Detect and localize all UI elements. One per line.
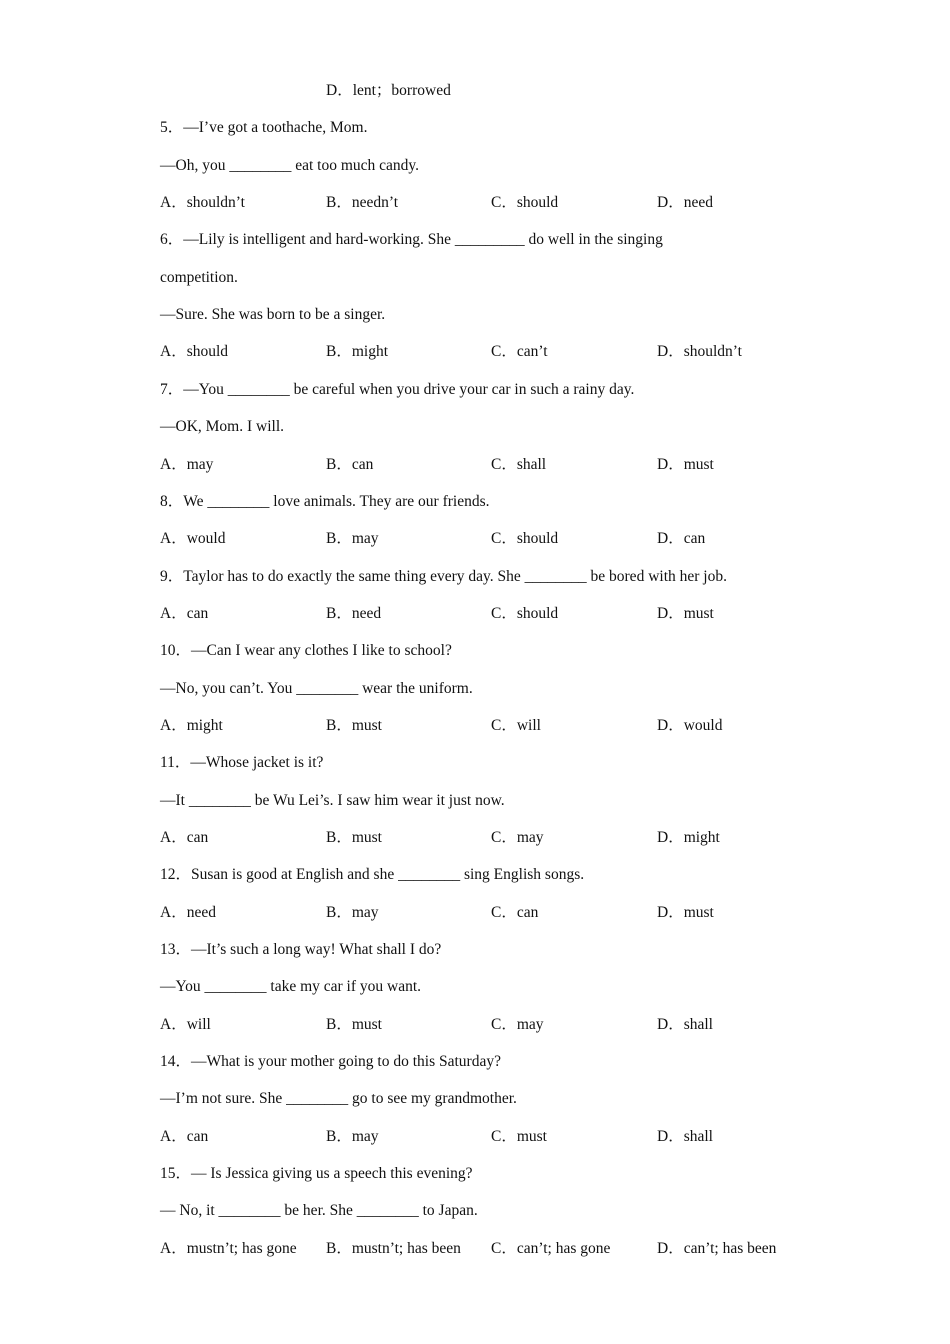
option-a: A．will xyxy=(160,1016,211,1033)
option-d: D．must xyxy=(657,904,714,921)
question-line: — No, it ________ be her. She ________ to Japan. xyxy=(160,1202,478,1219)
question-stem: 6．—Lily is intelligent and hard-working. She _________ do well in the singing xyxy=(160,231,663,248)
option-a: A．should xyxy=(160,343,229,360)
options-row xyxy=(160,193,800,213)
option-b: B．might xyxy=(326,343,389,360)
option-b: B．needn’t xyxy=(326,194,399,211)
question-line: —No, you can’t. You ________ wear the uniform. xyxy=(160,680,473,697)
question-line: —It ________ be Wu Lei’s. I saw him wear it just now. xyxy=(160,792,505,809)
question-stem: 5．—I’ve got a toothache, Mom. xyxy=(160,119,368,136)
question-line: —OK, Mom. I will. xyxy=(160,418,284,435)
option-c: C．can xyxy=(491,904,539,921)
option-d: D．shall xyxy=(657,1128,713,1145)
option-c: C．can’t; has gone xyxy=(491,1240,611,1257)
option-c: C．shall xyxy=(491,456,547,473)
option-d: D．shall xyxy=(657,1016,713,1033)
option-c: C．can’t xyxy=(491,343,548,360)
option-d: D．must xyxy=(657,605,714,622)
question-stem: 14．—What is your mother going to do this Saturday? xyxy=(160,1053,501,1070)
option-b: B．need xyxy=(326,605,382,622)
option-c: C．must xyxy=(491,1128,547,1145)
question-stem: 12．Susan is good at English and she ________ sing English songs. xyxy=(160,866,585,883)
option-d: D．can xyxy=(657,530,706,547)
option-d: D．shouldn’t xyxy=(657,343,742,360)
option-d: D．might xyxy=(657,829,720,846)
options-row xyxy=(160,716,800,736)
options-row xyxy=(160,1015,800,1035)
option-a: A．need xyxy=(160,904,216,921)
question-stem: 9．Taylor has to do exactly the same thing every day. She ________ be bored with her job. xyxy=(160,568,727,585)
option-b: B．must xyxy=(326,829,382,846)
option-c: C．should xyxy=(491,194,559,211)
options-row xyxy=(160,1239,800,1259)
options-row xyxy=(160,903,800,923)
option-a: A．can xyxy=(160,1128,209,1145)
option-a: A．can xyxy=(160,829,209,846)
option-c: C．should xyxy=(491,530,559,547)
option-a: A．can xyxy=(160,605,209,622)
question-line: competition. xyxy=(160,269,238,286)
question-line: —Sure. She was born to be a singer. xyxy=(160,306,386,323)
option-d: D．would xyxy=(657,717,723,734)
options-row xyxy=(160,342,800,362)
option-b: B．must xyxy=(326,1016,382,1033)
options-row xyxy=(160,455,800,475)
carryover-option-d: D．lent；borrowed xyxy=(326,82,451,99)
option-b: B．can xyxy=(326,456,374,473)
question-stem: 7．—You ________ be careful when you drive your car in such a rainy day. xyxy=(160,381,635,398)
question-stem: 11．—Whose jacket is it? xyxy=(160,754,324,771)
question-stem: 15．— Is Jessica giving us a speech this evening? xyxy=(160,1165,473,1182)
option-a: A．may xyxy=(160,456,214,473)
option-c: C．should xyxy=(491,605,559,622)
option-b: B．mustn’t; has been xyxy=(326,1240,461,1257)
option-a: A．mustn’t; has gone xyxy=(160,1240,297,1257)
question-line: —You ________ take my car if you want. xyxy=(160,978,422,995)
option-b: B．must xyxy=(326,717,382,734)
option-d: D．can’t; has been xyxy=(657,1240,777,1257)
option-d: D．need xyxy=(657,194,713,211)
question-stem: 8．We ________ love animals. They are our friends. xyxy=(160,493,490,510)
option-c: C．will xyxy=(491,717,541,734)
options-row xyxy=(160,828,800,848)
option-a: A．might xyxy=(160,717,223,734)
question-line: —I’m not sure. She ________ go to see my grandmother. xyxy=(160,1090,517,1107)
question-stem: 10．—Can I wear any clothes I like to school? xyxy=(160,642,452,659)
option-a: A．shouldn’t xyxy=(160,194,245,211)
option-d: D．must xyxy=(657,456,714,473)
question-stem: 13．—It’s such a long way! What shall I do? xyxy=(160,941,442,958)
option-b: B．may xyxy=(326,530,379,547)
option-c: C．may xyxy=(491,1016,544,1033)
options-row xyxy=(160,529,800,549)
option-b: B．may xyxy=(326,904,379,921)
option-a: A．would xyxy=(160,530,226,547)
question-line: —Oh, you ________ eat too much candy. xyxy=(160,157,420,174)
option-b: B．may xyxy=(326,1128,379,1145)
options-row xyxy=(160,604,800,624)
option-c: C．may xyxy=(491,829,544,846)
options-row xyxy=(160,1127,800,1147)
